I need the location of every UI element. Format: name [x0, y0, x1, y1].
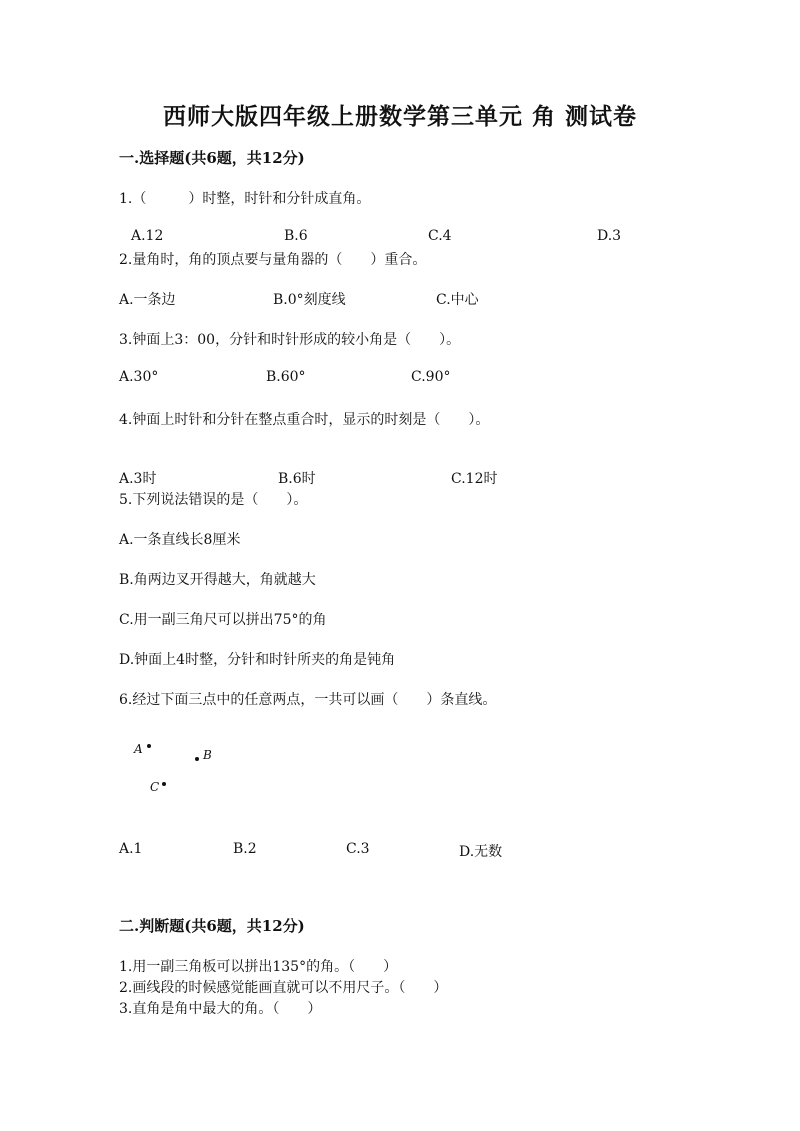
q3-option-b: B.60°	[266, 369, 306, 385]
question-1: 1.（ ）时整，时针和分针成直角。	[119, 191, 371, 207]
question-5: 5.下列说法错误的是（ ）。	[119, 492, 308, 508]
point-label-c: C	[150, 780, 160, 794]
question-2: 2.量角时，角的顶点要与量角器的（ ）重合。	[119, 252, 427, 268]
q6-option-c: C.3	[346, 841, 370, 857]
q5-option-b: B.角两边叉开得越大，角就越大	[119, 572, 316, 588]
q5-option-c: C.用一副三角尺可以拼出75°的角	[119, 612, 327, 628]
q1-option-a: A.12	[131, 228, 164, 244]
judgment-question-2: 2.画线段的时候感觉能画直就可以不用尺子。（ ）	[119, 980, 448, 996]
q4-option-b: B.6时	[278, 471, 316, 487]
point-label-a: A	[134, 742, 143, 756]
point-a-dot	[147, 744, 151, 748]
q1-option-d: D.3	[597, 228, 622, 244]
q6-option-b: B.2	[233, 841, 257, 857]
q5-option-a: A.一条直线长8厘米	[119, 532, 241, 548]
q4-option-c: C.12时	[451, 471, 498, 487]
section-heading-choice: 一.选择题(共6题，共12分)	[119, 149, 305, 167]
q5-option-d: D.钟面上4时整，分针和时针所夹的角是钝角	[119, 652, 396, 668]
q3-option-a: A.30°	[119, 369, 159, 385]
q4-option-a: A.3时	[119, 471, 157, 487]
page-title: 西师大版四年级上册数学第三单元 角 测试卷	[162, 103, 638, 130]
question-6: 6.经过下面三点中的任意两点，一共可以画（ ）条直线。	[119, 692, 497, 708]
q3-option-c: C.90°	[411, 369, 451, 385]
judgment-question-3: 3.直角是角中最大的角。（ ）	[119, 1001, 322, 1017]
section-heading-judgment: 二.判断题(共6题，共12分)	[119, 917, 305, 935]
q6-option-d: D.无数	[459, 844, 503, 860]
q2-option-a: A.一条边	[119, 292, 176, 308]
judgment-question-1: 1.用一副三角板可以拼出135°的角。（ ）	[119, 959, 398, 975]
question-4: 4.钟面上时针和分针在整点重合时，显示的时刻是（ ）。	[119, 412, 490, 428]
q2-option-b: B.0°刻度线	[273, 292, 346, 308]
q1-option-c: C.4	[428, 228, 452, 244]
q2-option-c: C.中心	[436, 292, 479, 308]
q6-option-a: A.1	[119, 841, 143, 857]
q1-option-b: B.6	[284, 228, 308, 244]
question-3: 3.钟面上3：00，分针和时针形成的较小角是（ ）。	[119, 332, 461, 348]
point-label-b: B	[203, 748, 212, 762]
point-b-dot	[195, 757, 199, 761]
point-c-dot	[162, 782, 166, 786]
